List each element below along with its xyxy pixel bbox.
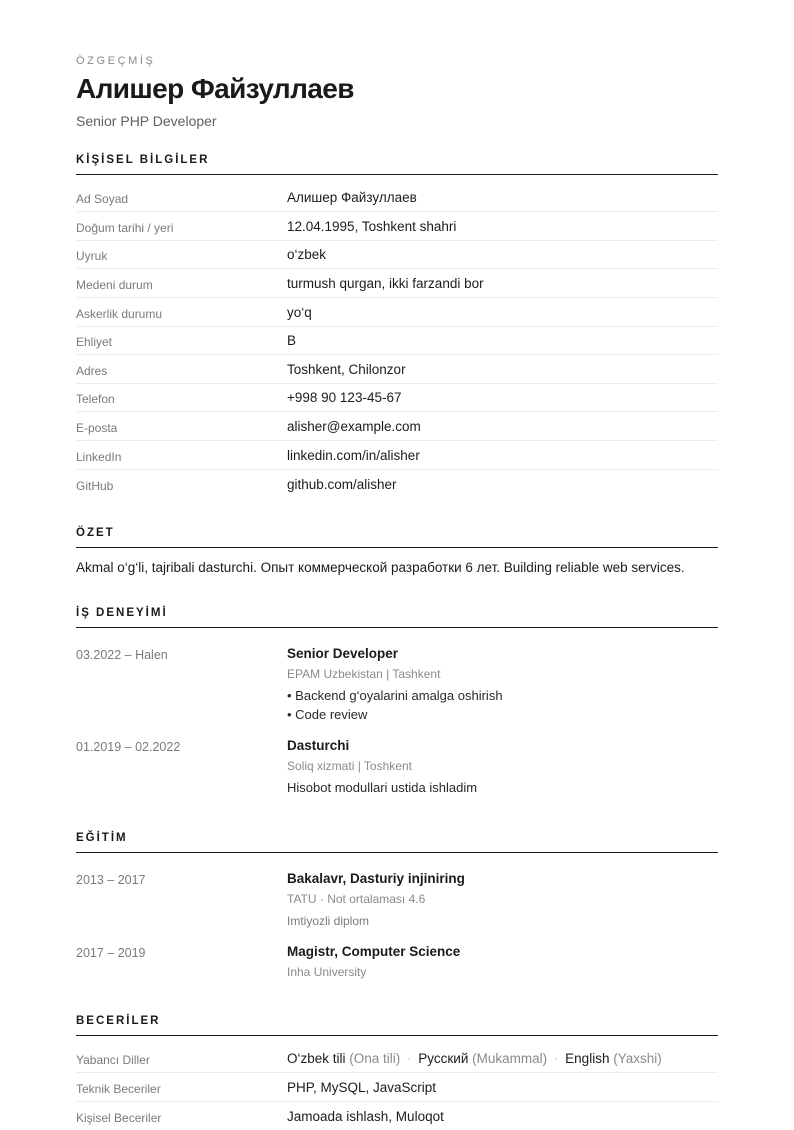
info-row-license [76,327,718,355]
info-row-marital [76,269,718,298]
info-row-nationality [76,241,718,269]
entry-title: Bakalavr, Dasturiy injiniring [287,871,465,886]
info-row-military [76,298,718,327]
language-item [565,1051,662,1066]
entry-date: 01.2019 – 02.2022 [76,740,181,754]
info-row-phone [76,384,718,412]
info-label: Medeni durum [76,277,153,292]
language-level: (Ona tili) [349,1050,401,1066]
skills-label: Kişisel Beceriler [76,1110,162,1125]
entry-body [287,737,718,797]
entry-date: 2013 – 2017 [76,873,146,887]
info-value: turmush qurgan, ikki farzandi bor [287,275,484,291]
entry-description: Hisobot modullari ustida ishladim [287,780,478,795]
section-title-personal: KİŞİSEL BİLGİLER [76,153,718,175]
language-name: O‘zbek tili [287,1050,346,1066]
section-title-experience: İŞ DENEYİMİ [76,606,718,628]
job-role: Senior PHP Developer [76,113,217,129]
entry-note: Imtiyozli diplom [287,914,370,928]
info-row-address [76,355,718,384]
entry-date: 03.2022 – Halen [76,648,168,662]
language-item [287,1051,400,1066]
entry-title: Dasturchi [287,738,350,753]
info-row-linkedin [76,441,718,470]
education-section [76,831,718,981]
skills-label: Yabancı Diller [76,1052,150,1067]
info-value[interactable]: alisher@example.com [287,418,421,434]
info-value[interactable]: linkedin.com/in/alisher [287,447,420,463]
education-entry [76,943,718,981]
info-row-email [76,412,718,441]
info-value: Toshkent, Chilonzor [287,361,406,377]
info-value: 12.04.1995, Toshkent shahri [287,218,457,234]
experience-entry [76,645,718,724]
info-label: GitHub [76,478,114,493]
info-label: Ad Soyad [76,191,129,206]
entry-school: TATU · Not ortalaması 4.6 [287,892,426,906]
person-name: Алишер Файзуллаев [76,73,354,104]
info-label: Doğum tarihi / yeri [76,220,174,235]
education-entry [76,870,718,930]
language-name: English [565,1050,610,1066]
skills-row-languages [76,1044,718,1073]
entry-body [287,645,718,724]
info-label: Uyruk [76,249,108,263]
info-row-birth [76,212,718,241]
skills-table [76,1044,718,1130]
experience-section [76,606,718,797]
entry-school: Inha University [287,965,367,979]
skills-row-technical [76,1073,718,1102]
info-row-github [76,470,718,498]
entry-title: Magistr, Computer Science [287,944,461,959]
skills-value: Jamoada ishlash, Muloqot [287,1108,444,1124]
summary-section [76,526,718,575]
entry-company: Soliq xizmati | Toshkent [287,759,412,773]
section-title-education: EĞİTİM [76,831,718,853]
info-label: LinkedIn [76,449,122,464]
info-label: Adres [76,363,108,378]
entry-bullet: • Backend g‘oyalarini amalga oshirish [287,688,503,703]
summary-text: Akmal o‘g‘li, tajribali dasturchi. Опыт коммерческой разработки 6 лет. Building reliable web services. [76,560,685,575]
language-name: Русский [418,1050,469,1066]
skills-value: PHP, MySQL, JavaScript [287,1079,437,1095]
entry-bullet: • Code review [287,707,368,722]
entry-title: Senior Developer [287,646,399,661]
separator-dot: · [554,1051,559,1065]
language-level: (Mukammal) [472,1050,548,1066]
section-title-summary: ÖZET [76,526,718,548]
separator-dot: · [407,1051,412,1065]
entry-company: EPAM Uzbekistan | Tashkent [287,667,441,681]
personal-info-section [76,153,718,498]
info-value: +998 90 123-45-67 [287,390,402,405]
skills-row-personal [76,1102,718,1130]
info-label: Askerlik durumu [76,306,163,321]
info-value: o‘zbek [287,247,327,262]
personal-info-table [76,183,718,498]
entry-date: 2017 – 2019 [76,946,146,960]
info-value[interactable]: github.com/alisher [287,476,397,492]
language-item [418,1051,547,1066]
info-value: B [287,333,297,348]
info-value: Алишер Файзуллаев [287,189,417,205]
document-kicker: ÖZGEÇMİŞ [76,55,156,67]
entry-body [287,943,718,981]
info-label: E-posta [76,420,118,435]
info-row-name [76,183,718,212]
language-level: (Yaxshi) [613,1050,662,1066]
info-value: yo‘q [287,304,312,320]
experience-entry [76,737,718,797]
info-label: Ehliyet [76,335,113,349]
entry-body [287,870,718,930]
skills-label: Teknik Beceriler [76,1081,161,1096]
info-label: Telefon [76,392,115,406]
section-title-skills: BECERİLER [76,1014,718,1036]
skills-section [76,1014,718,1130]
